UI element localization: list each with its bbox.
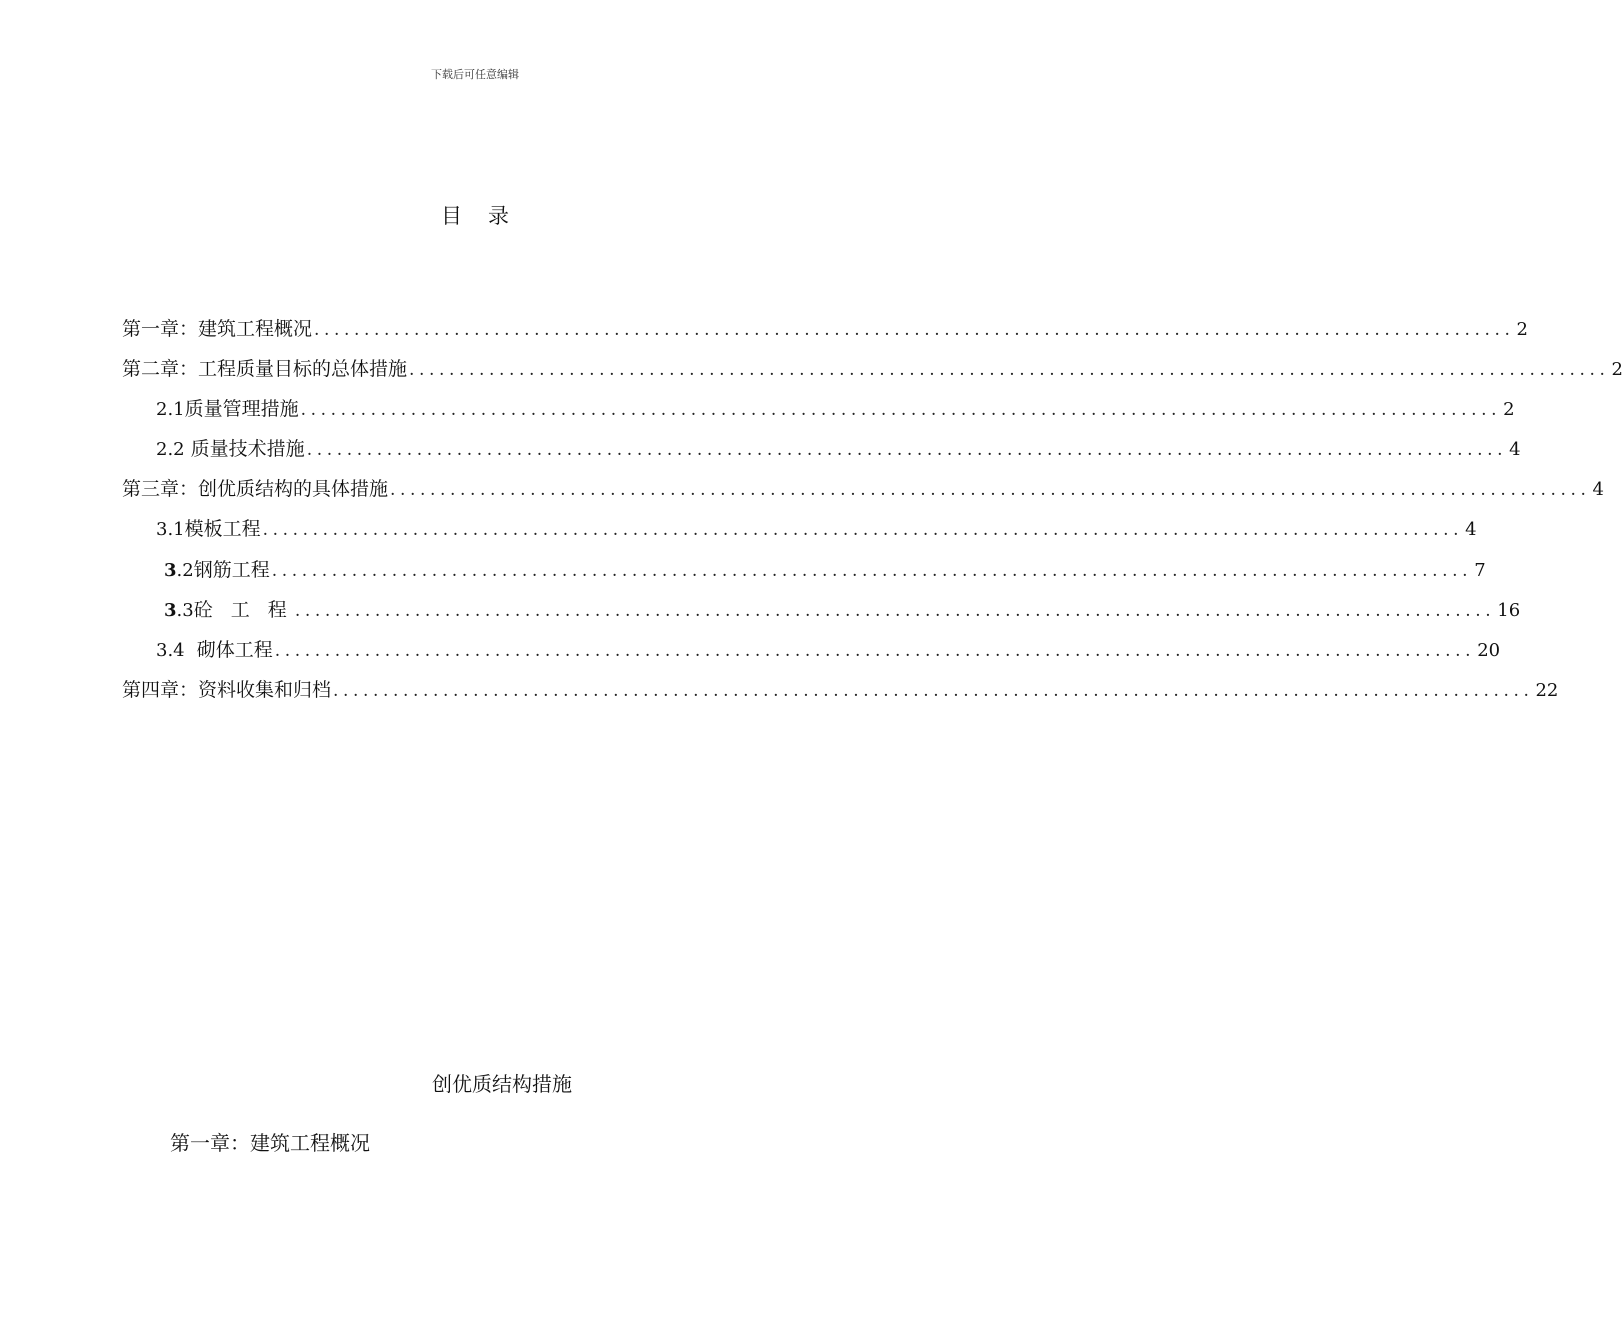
toc-leader-dots: ........................................................................................................................ xyxy=(390,480,1591,501)
toc-entry-page: 4 xyxy=(1592,479,1604,501)
toc-entry-number: 2.1 xyxy=(156,399,185,421)
toc-entry-page: 22 xyxy=(1535,679,1559,701)
toc-entry-chapter-1[interactable] xyxy=(122,312,1528,352)
toc-entry-page: 20 xyxy=(1477,639,1501,661)
toc-entry-label: 第三章：创优质结构的具体措施 xyxy=(122,478,389,501)
table-of-contents xyxy=(122,312,1623,713)
toc-entry-number: 3.4 xyxy=(156,639,185,661)
toc-entry-number-bold: 3 xyxy=(164,599,177,621)
toc-entry-page: 4 xyxy=(1465,519,1477,541)
toc-entry-number: 3.1 xyxy=(156,519,185,541)
toc-entry-label: 砼 工 程 xyxy=(193,598,293,621)
toc-leader-dots: ........................................................................................................................ xyxy=(409,360,1610,381)
toc-entry-section-2-2[interactable] xyxy=(122,432,1521,472)
toc-leader-dots: ........................................................................................................................ xyxy=(314,320,1515,340)
toc-entry-label: 第二章：工程质量目标的总体措施 xyxy=(122,358,408,381)
toc-entry-label: 钢筋工程 xyxy=(193,558,270,581)
toc-entry-label: 第一章：建筑工程概况 xyxy=(122,318,313,340)
toc-entry-section-3-1[interactable] xyxy=(122,512,1477,552)
page-header: 下载后可任意编辑 xyxy=(431,68,519,81)
toc-entry-page: 16 xyxy=(1497,599,1521,621)
toc-entry-chapter-4[interactable] xyxy=(122,673,1559,713)
toc-entry-label: 模板工程 xyxy=(184,518,261,541)
toc-entry-section-2-1[interactable] xyxy=(122,392,1515,432)
document-title: 创优质结构措施 xyxy=(432,1072,572,1096)
toc-leader-dots: ........................................................................................................................ xyxy=(300,400,1502,421)
toc-entry-number-bold: 3 xyxy=(164,559,177,581)
toc-entry-label: 第四章：资料收集和归档 xyxy=(122,678,332,701)
toc-leader-dots: ........................................................................................................................ xyxy=(262,520,1464,541)
toc-entry-label: 质量管理措施 xyxy=(184,398,299,421)
toc-entry-page: 4 xyxy=(1509,439,1521,461)
toc-entry-page: 2 xyxy=(1516,319,1528,340)
toc-leader-dots: ........................................................................................................................ xyxy=(274,640,1476,661)
toc-leader-dots: ........................................................................................................................ xyxy=(271,560,1473,581)
toc-entry-chapter-3[interactable] xyxy=(122,472,1604,512)
toc-leader-dots: ........................................................................................................................ xyxy=(306,440,1508,461)
toc-entry-label: 砌体工程 xyxy=(184,638,273,661)
toc-entry-chapter-2[interactable] xyxy=(122,352,1623,392)
toc-entry-page: 7 xyxy=(1474,559,1486,581)
toc-title: 目录 xyxy=(441,204,535,228)
toc-entry-page: 2 xyxy=(1503,399,1515,421)
toc-leader-dots: ........................................................................................................................ xyxy=(333,680,1534,701)
toc-entry-page: 2 xyxy=(1611,359,1623,381)
toc-entry-section-3-3[interactable] xyxy=(122,593,1521,633)
toc-entry-number: .3 xyxy=(176,599,194,621)
toc-entry-number: 2.2 xyxy=(156,439,185,461)
toc-entry-label: 质量技术措施 xyxy=(184,438,305,461)
toc-entry-section-3-2[interactable] xyxy=(122,553,1486,593)
toc-entry-number: .2 xyxy=(176,559,194,581)
chapter-heading: 第一章：建筑工程概况 xyxy=(170,1131,370,1155)
toc-entry-section-3-4[interactable] xyxy=(122,633,1501,673)
toc-leader-dots: ........................................................................................................................ xyxy=(294,600,1496,621)
